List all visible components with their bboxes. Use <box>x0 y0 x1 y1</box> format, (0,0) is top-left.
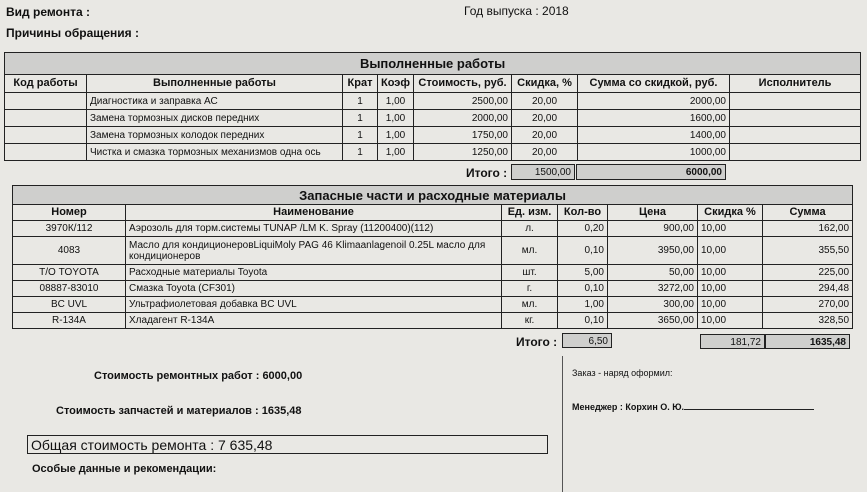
part-name: Хладагент R-134A <box>126 313 502 329</box>
work-executor <box>730 127 861 144</box>
part-sum: 162,00 <box>763 221 853 237</box>
work-koef: 1,00 <box>378 110 414 127</box>
parts-total-discount: 181,72 <box>700 334 765 349</box>
part-price: 3272,00 <box>608 281 698 297</box>
part-unit: кг. <box>502 313 558 329</box>
part-unit: г. <box>502 281 558 297</box>
part-qty: 0,10 <box>558 281 608 297</box>
col-unit: Ед. изм. <box>502 205 558 221</box>
col-part-name: Наименование <box>126 205 502 221</box>
part-number: 4083 <box>13 237 126 265</box>
table-row <box>13 297 853 313</box>
work-cost: 1750,00 <box>414 127 512 144</box>
work-executor <box>730 93 861 110</box>
table-row <box>5 144 861 161</box>
year-label: Год выпуска : <box>464 4 539 18</box>
work-sum: 1400,00 <box>578 127 730 144</box>
work-discount: 20,00 <box>512 110 578 127</box>
work-code <box>5 144 87 161</box>
part-qty: 0,10 <box>558 237 608 265</box>
works-title: Выполненные работы <box>5 53 861 75</box>
col-krat: Крат <box>343 75 378 93</box>
part-sum: 225,00 <box>763 265 853 281</box>
work-discount: 20,00 <box>512 127 578 144</box>
work-sum: 1000,00 <box>578 144 730 161</box>
part-discount: 10,00 <box>698 265 763 281</box>
work-koef: 1,00 <box>378 144 414 161</box>
works-header-row <box>5 75 861 93</box>
signature-line <box>684 398 814 410</box>
part-price: 3950,00 <box>608 237 698 265</box>
work-executor <box>730 144 861 161</box>
part-number: Т/О TOYOTA <box>13 265 126 281</box>
work-koef: 1,00 <box>378 127 414 144</box>
work-krat: 1 <box>343 127 378 144</box>
works-total-sum: 6000,00 <box>576 164 726 180</box>
work-code <box>5 127 87 144</box>
work-cost: 1250,00 <box>414 144 512 161</box>
work-cost: 2500,00 <box>414 93 512 110</box>
part-name: Масло для кондиционеровLiquiMoly PAG 46 Klimaanlagenoil 0.25L масло для кондиционеров <box>126 237 502 265</box>
col-discount: Скидка, % <box>512 75 578 93</box>
work-krat: 1 <box>343 93 378 110</box>
part-qty: 0,20 <box>558 221 608 237</box>
parts-title: Запасные части и расходные материалы <box>13 186 853 205</box>
part-discount: 10,00 <box>698 297 763 313</box>
col-qty: Кол-во <box>558 205 608 221</box>
work-koef: 1,00 <box>378 93 414 110</box>
part-sum: 270,00 <box>763 297 853 313</box>
col-part-discount: Скидка % <box>698 205 763 221</box>
part-discount: 10,00 <box>698 313 763 329</box>
col-cost: Стоимость, руб. <box>414 75 512 93</box>
part-number: R-134A <box>13 313 126 329</box>
parts-total-label: Итого : <box>516 335 558 349</box>
works-cost-summary: Стоимость ремонтных работ : 6000,00 <box>94 370 303 382</box>
parts-header-row <box>13 205 853 221</box>
part-price: 900,00 <box>608 221 698 237</box>
parts-total-sum: 1635,48 <box>765 334 850 349</box>
work-code <box>5 93 87 110</box>
part-name: Ультрафиолетовая добавка BC UVL <box>126 297 502 313</box>
part-price: 300,00 <box>608 297 698 313</box>
part-sum: 294,48 <box>763 281 853 297</box>
works-table <box>4 52 861 161</box>
work-krat: 1 <box>343 110 378 127</box>
table-row <box>13 221 853 237</box>
work-executor <box>730 110 861 127</box>
vertical-divider <box>562 356 563 492</box>
col-executor: Исполнитель <box>730 75 861 93</box>
parts-total-qty: 6,50 <box>562 333 612 348</box>
part-price: 50,00 <box>608 265 698 281</box>
part-number: 3970К/112 <box>13 221 126 237</box>
part-qty: 1,00 <box>558 297 608 313</box>
table-row <box>5 110 861 127</box>
table-row <box>13 237 853 265</box>
manager-signature <box>572 398 814 412</box>
part-number: BC UVL <box>13 297 126 313</box>
special-notes-label: Особые данные и рекомендации: <box>32 463 217 475</box>
table-row <box>5 93 861 110</box>
part-discount: 10,00 <box>698 237 763 265</box>
part-unit: шт. <box>502 265 558 281</box>
work-cost: 2000,00 <box>414 110 512 127</box>
part-name: Аэрозоль для торм.системы TUNAP /LM K. Spray (11200400)(112) <box>126 221 502 237</box>
works-total-discount: 1500,00 <box>511 164 575 180</box>
work-name: Замена тормозных дисков передних <box>87 110 343 127</box>
work-name: Чистка и смазка тормозных механизмов одна ось <box>87 144 343 161</box>
order-issued-label: Заказ - наряд оформил: <box>572 368 673 378</box>
total-repair-cost: Общая стоимость ремонта : 7 635,48 <box>27 435 548 454</box>
part-unit: мл. <box>502 237 558 265</box>
col-sum: Сумма со скидкой, руб. <box>578 75 730 93</box>
work-code <box>5 110 87 127</box>
works-total-label: Итого : <box>466 166 508 180</box>
part-name: Смазка Toyota (CF301) <box>126 281 502 297</box>
year-of-manufacture <box>464 4 569 18</box>
parts-cost-summary: Стоимость запчастей и материалов : 1635,48 <box>56 405 302 417</box>
part-discount: 10,00 <box>698 281 763 297</box>
col-code: Код работы <box>5 75 87 93</box>
part-qty: 0,10 <box>558 313 608 329</box>
col-part-sum: Сумма <box>763 205 853 221</box>
part-name: Расходные материалы Toyota <box>126 265 502 281</box>
part-unit: л. <box>502 221 558 237</box>
part-sum: 355,50 <box>763 237 853 265</box>
col-price: Цена <box>608 205 698 221</box>
part-qty: 5,00 <box>558 265 608 281</box>
table-row <box>13 281 853 297</box>
parts-table <box>12 185 853 329</box>
table-row <box>13 313 853 329</box>
year-value: 2018 <box>542 4 569 18</box>
repair-type-label: Вид ремонта : <box>6 5 91 19</box>
work-discount: 20,00 <box>512 93 578 110</box>
work-krat: 1 <box>343 144 378 161</box>
col-koef: Коэф <box>378 75 414 93</box>
table-row <box>5 127 861 144</box>
part-price: 3650,00 <box>608 313 698 329</box>
part-number: 08887-83010 <box>13 281 126 297</box>
work-sum: 1600,00 <box>578 110 730 127</box>
reasons-label: Причины обращения : <box>6 26 140 40</box>
work-name: Диагностика и заправка АС <box>87 93 343 110</box>
work-name: Замена тормозных колодок передних <box>87 127 343 144</box>
table-row <box>13 265 853 281</box>
work-discount: 20,00 <box>512 144 578 161</box>
manager-label: Менеджер : Корхин О. Ю. <box>572 402 685 412</box>
col-work-name: Выполненные работы <box>87 75 343 93</box>
part-discount: 10,00 <box>698 221 763 237</box>
part-unit: мл. <box>502 297 558 313</box>
work-sum: 2000,00 <box>578 93 730 110</box>
col-number: Номер <box>13 205 126 221</box>
part-sum: 328,50 <box>763 313 853 329</box>
